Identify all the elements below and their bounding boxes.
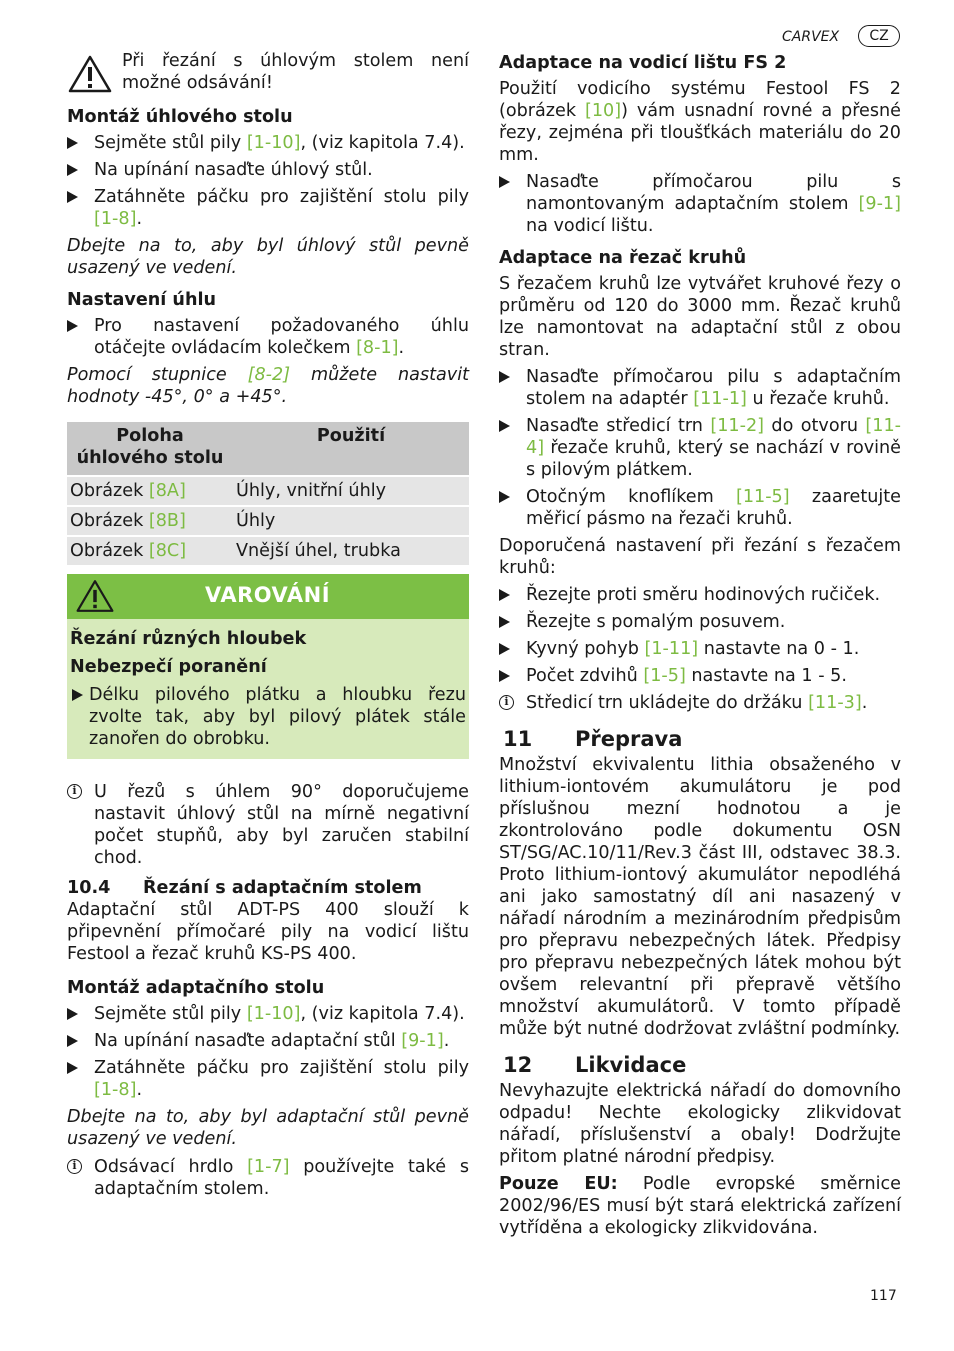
warning-triangle-icon (67, 54, 113, 94)
left-column (67, 50, 469, 1205)
caution-text: Při řezání s úhlovým stolem není možné odsávání! (122, 51, 469, 93)
list-item: Nasaďte přímočarou pilu s adaptačním stolem na adaptér [11-1] u řezače kruhů. (499, 366, 901, 410)
arrow-bullet-icon (499, 616, 510, 628)
list-item: Na upínání nasaďte adaptační stůl [9-1]. (67, 1030, 469, 1052)
arrow-bullet-icon (499, 670, 510, 682)
info-icon: i (67, 1159, 82, 1174)
mount-adapt-title: Montáž adaptačního stolu (67, 978, 325, 998)
arrow-bullet-icon (67, 191, 78, 203)
figure-ref: [11-1] (693, 389, 747, 409)
info-icon: i (499, 695, 514, 710)
table-cell: Obrázek [8A] (67, 476, 233, 506)
figure-ref: [8-2] (247, 365, 291, 385)
list-item: Pro nastavení požadovaného úhlu otáčejte ovládacím kolečkem [8-1]. (67, 315, 469, 359)
warning-header (67, 574, 469, 619)
info-icon: i (67, 784, 82, 799)
arrow-bullet-icon (67, 1035, 78, 1047)
column-header: Použití (233, 422, 469, 476)
arrow-bullet-icon (499, 491, 510, 503)
list-item: Otočným knoflíkem [11-5] zaaretujte měřicí pásmo na řezači kruhů. (499, 486, 901, 530)
figure-ref: [8B] (148, 511, 186, 531)
warning-triangle-icon (75, 578, 115, 614)
figure-ref: [10] (584, 101, 622, 121)
arrow-bullet-icon (499, 176, 510, 188)
info-note: i Středicí trn ukládejte do držáku [11-3]. (499, 692, 901, 714)
language-badge: CZ (858, 25, 900, 47)
header-brand: CARVEX (782, 29, 840, 45)
table-cell: Úhly, vnitřní úhly (233, 476, 469, 506)
warning-body (67, 619, 469, 759)
list-item: Zatáhněte páčku pro zajištění stolu pily [1-8]. (67, 186, 469, 230)
list-item: Řezejte s pomalým posuvem. (499, 611, 901, 633)
section-heading: 10.4 Řezání s adaptačním stolem (67, 878, 422, 898)
angle-note: Pomocí stupnice [8-2] můžete nastavit hodnoty -45°, 0° a +45°. (67, 365, 469, 407)
list-item: Zatáhněte páčku pro zajištění stolu pily [1-8]. (67, 1057, 469, 1101)
angle-title: Nastavení úhlu (67, 290, 217, 310)
angle-table (67, 422, 469, 565)
eu-text: Pouze EU: Podle evropské směrnice 2002/96/ES musí být stará elektrická zařízení vytříděna a ekologicky zlikvidována. (499, 1174, 901, 1238)
figure-ref: [8-1] (356, 338, 399, 358)
arrow-bullet-icon (499, 643, 510, 655)
table-row (67, 476, 469, 506)
mount-adapt-note: Dbejte na to, aby byl adaptační stůl pevně usazený ve vedení. (67, 1107, 469, 1149)
section-heading: 11 Přeprava (503, 727, 683, 751)
circle-steps (499, 366, 901, 530)
mount-angle-steps (67, 132, 469, 230)
warning-box (67, 574, 469, 759)
table-cell: Vnější úhel, trubka (233, 536, 469, 565)
figure-ref: [1-11] (644, 639, 699, 659)
arrow-bullet-icon (67, 1008, 78, 1020)
figure-ref: [1-10] (246, 1004, 301, 1024)
figure-ref: [1-8] (94, 209, 137, 229)
list-item: Řezejte proti směru hodinových ručiček. (499, 584, 901, 606)
list-item: Na upínání nasaďte úhlový stůl. (67, 159, 469, 181)
info-note: i Odsávací hrdlo [1-7] používejte také s adaptačním stolem. (67, 1156, 469, 1200)
arrow-bullet-icon (67, 164, 78, 176)
figure-ref: [11-2] (710, 416, 765, 436)
column-header: Poloha úhlového stolu (67, 422, 233, 476)
section-heading: 12 Likvidace (503, 1053, 687, 1077)
arrow-bullet-icon (67, 137, 78, 149)
arrow-bullet-icon (499, 589, 510, 601)
arrow-bullet-icon (72, 689, 83, 701)
list-item: Kyvný pohyb [1-11] nastavte na 0 - 1. (499, 638, 901, 660)
table-row (67, 536, 469, 565)
list-item: Sejměte stůl pily [1-10], (viz kapitola 7.4). (67, 1003, 469, 1025)
figure-ref: [8A] (148, 481, 186, 501)
circle-title: Adaptace na řezač kruhů (499, 248, 747, 268)
figure-ref: [9-1] (858, 194, 901, 214)
figure-ref: [1-7] (247, 1157, 290, 1177)
figure-ref: [1-5] (643, 666, 686, 686)
table-cell: Obrázek [8C] (67, 536, 233, 565)
right-column (499, 50, 901, 1239)
circle-text: S řezačem kruhů lze vytvářet kruhové řezy o průměru od 120 do 3000 mm. Řezač kruhů lze namontovat na adaptační stůl z obou stran. (499, 274, 901, 360)
list-item: Nasaďte přímočarou pilu s namontovaným adaptačním stolem [9-1] na vodicí lištu. (499, 171, 901, 237)
fs2-title: Adaptace na vodicí lištu FS 2 (499, 53, 787, 73)
mount-adapt-steps (67, 1003, 469, 1101)
fs2-text: Použití vodicího systému Festool FS 2 (obrázek [10]) vám usnadní rovné a přesné řezy, zejména při tloušťkách materiálu do 20 mm. (499, 79, 902, 165)
mount-angle-note: Dbejte na to, aby byl úhlový stůl pevně usazený ve vedení. (67, 236, 469, 278)
list-item: Počet zdvihů [1-5] nastavte na 1 - 5. (499, 665, 901, 687)
warning-line: Řezání různých hloubek (70, 629, 307, 649)
warning-line: Nebezpečí poranění (70, 657, 267, 677)
table-row (67, 506, 469, 536)
figure-ref: [11-4] (526, 416, 902, 458)
list-item: Nasaďte středicí trn [11-2] do otvoru [11-4] řezače kruhů, který se nachází v rovině s pilovým plátkem. (499, 415, 901, 481)
list-item: Sejměte stůl pily [1-10], (viz kapitola 7.4). (67, 132, 469, 154)
info-note: i U řezů s úhlem 90° doporučujeme nastavit úhlový stůl na mírně negativní počet stupňů, aby byl zaručen stabilní chod. (67, 781, 469, 869)
recommend-steps (499, 584, 901, 687)
figure-ref: [11-5] (735, 487, 790, 507)
warning-title: VAROVÁNÍ (205, 583, 331, 607)
figure-ref: [8C] (148, 541, 187, 561)
figure-ref: [1-8] (94, 1080, 137, 1100)
section-text: Množství ekvivalentu lithia obsaženého v lithium-iontovém akumulátoru je pod příslušnou mezní hodnotou a je zkontrolováno podle dokumentu OSN ST/SG/AC.10/11/Rev.3 část III, odstavec 38.3. Proto lithium-iontový akumulátor nepodléhá ani jako samostatný díl ani nasazený v nářadí národním a mezinárodním předpisům pro přepravu nebezpečných látek. Předpisy pro přepravu nebezpečných látek mohou být ovšem relevantní při přepravě většího množství akumulátorů. V tomto případě může být nutné dodržovat zvláštní podmínky. (499, 755, 901, 1039)
table-cell: Obrázek [8B] (67, 506, 233, 536)
table-header (67, 422, 469, 476)
page-number: 117 (870, 1288, 897, 1304)
table-cell: Úhly (233, 506, 469, 536)
list-item: Délku pilového plátku a hloubku řezu zvolte tak, aby byl pilový plátek stále zanořen do obrobku. (70, 684, 466, 750)
recommend-text: Doporučená nastavení při řezání s řezačem kruhů: (499, 536, 901, 578)
mount-angle-title: Montáž úhlového stolu (67, 107, 293, 127)
section-text: Adaptační stůl ADT-PS 400 slouží k připevnění přímočaré pily na vodicí lištu Festool a řezač kruhů KS-PS 400. (67, 900, 469, 964)
section-text: Nevyhazujte elektrická nářadí do domovního odpadu! Nechte ekologicky zlikvidovat nářadí, příslušenství a obaly! Dodržujte přitom platné národní předpisy. (499, 1081, 901, 1167)
figure-ref: [11-3] (808, 693, 862, 713)
arrow-bullet-icon (67, 1062, 78, 1074)
arrow-bullet-icon (499, 420, 510, 432)
caution-note (67, 50, 469, 94)
arrow-bullet-icon (499, 371, 510, 383)
arrow-bullet-icon (67, 320, 78, 332)
figure-ref: [9-1] (401, 1031, 444, 1051)
figure-ref: [1-10] (246, 133, 301, 153)
